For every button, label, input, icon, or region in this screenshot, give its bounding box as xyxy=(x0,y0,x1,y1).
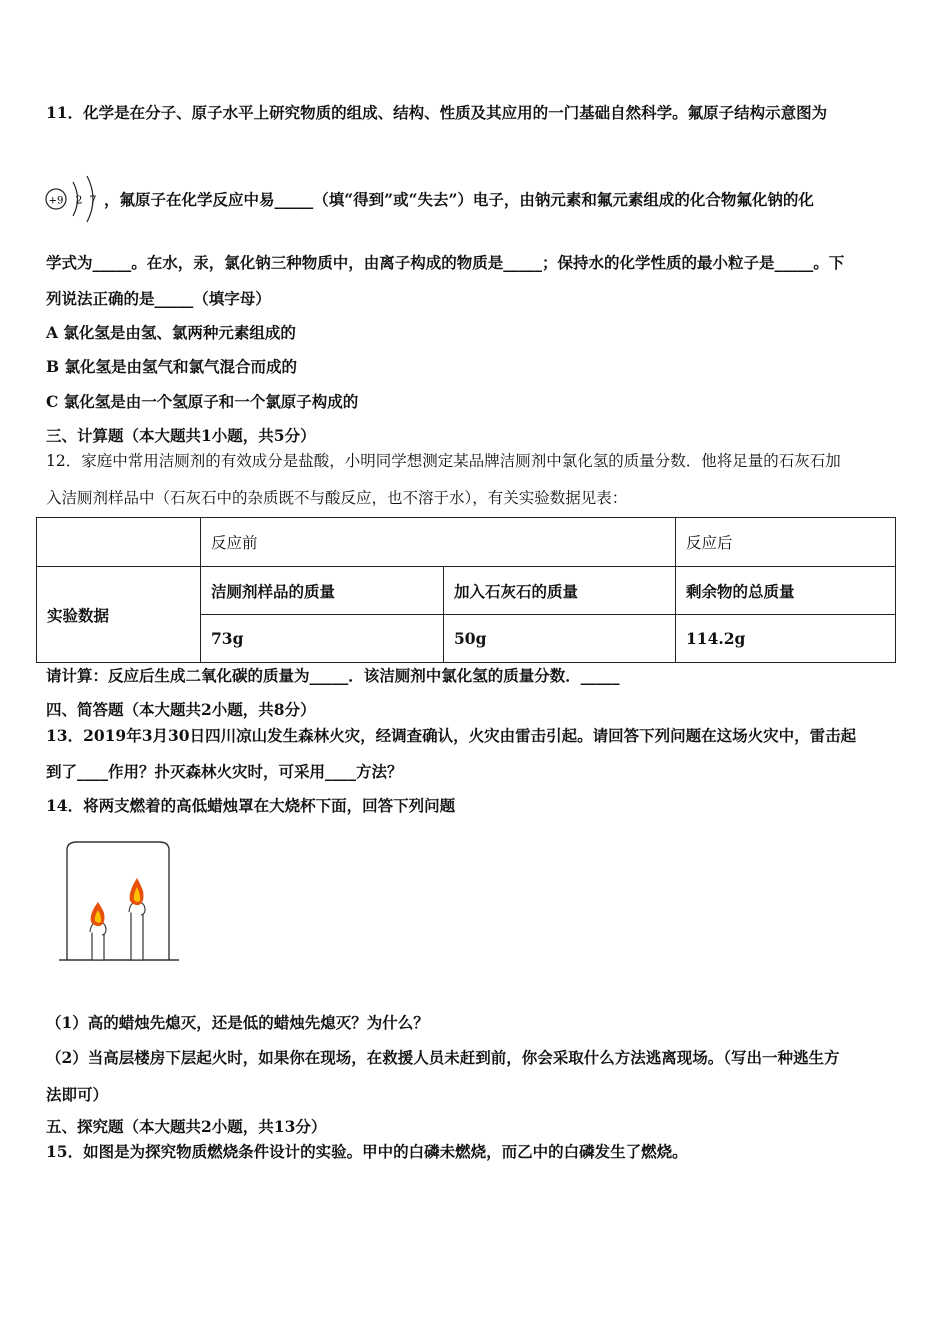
fluorine-atom-structure-diagram xyxy=(42,170,112,230)
nucleus-charge: +9 xyxy=(48,195,64,207)
q13-line1: 13．2019年3月30日四川凉山发生森林火灾，经调查确认，火灾由雷击引起。请回答下列问题在这场火灾中，雷击起 xyxy=(46,726,857,745)
q13-line2: 到了____作用？扑灭森林火灾时，可采用____方法？ xyxy=(46,762,403,781)
q11-option-b: B 氯化氢是由氢气和氯气混合而成的 xyxy=(46,357,297,376)
col-sample-mass: 洁厕剂样品的质量 xyxy=(201,567,444,615)
col-residue-mass: 剩余物的总质量 xyxy=(676,567,896,615)
q11-option-a: A 氯化氢是由氢、氯两种元素组成的 xyxy=(46,323,296,342)
q11-option-c: C 氯化氢是由一个氢原子和一个氯原子构成的 xyxy=(46,392,359,411)
shell2-electrons: 7 xyxy=(89,193,97,207)
q11-line4: 列说法正确的是_____（填字母） xyxy=(46,289,271,308)
q11-line1: 11．化学是在分子、原子水平上研究物质的组成、结构、性质及其应用的一门基础自然科学。氟原子结构示意图为 xyxy=(46,103,828,122)
q12-line1: 12．家庭中常用洁厕剂的有效成分是盐酸，小明同学想测定某品牌洁厕剂中氯化氢的质量分数．他将足量的石灰石加 xyxy=(46,452,841,470)
experiment-data-table xyxy=(36,517,896,663)
col-limestone-mass: 加入石灰石的质量 xyxy=(444,567,676,615)
header-before-reaction: 反应前 xyxy=(201,518,676,567)
q14-sub2: （2）当高层楼房下层起火时，如果你在现场，在救援人员未赶到前，你会采取什么方法逃离现场。（写出一种逃生方 xyxy=(46,1048,840,1067)
q11-line2: ，氟原子在化学反应中易_____（填“得到”或“失去”）电子，由钠元素和氟元素组成的化合物氟化钠的化 xyxy=(104,190,814,209)
section5-title: 五、探究题（本大题共2小题，共13分） xyxy=(46,1117,327,1136)
q12-line2: 入洁厕剂样品中（石灰石中的杂质既不与酸反应，也不溶于水），有关实验数据见表： xyxy=(46,489,628,507)
q15-line1: 15．如图是为探究物质燃烧条件设计的实验。甲中的白磷未燃烧，而乙中的白磷发生了燃烧。 xyxy=(46,1142,688,1161)
shell1-electrons: 2 xyxy=(75,193,83,207)
section4-title: 四、简答题（本大题共2小题，共8分） xyxy=(46,700,316,719)
value-limestone-mass: 50g xyxy=(444,615,676,663)
q12-line3: 请计算：反应后生成二氧化碳的质量为_____．该洁厕剂中氯化氢的质量分数．_____ xyxy=(46,666,620,685)
q14-sub2-continued: 法即可） xyxy=(46,1085,109,1104)
q14-sub1: （1）高的蜡烛先熄灭，还是低的蜡烛先熄灭？为什么？ xyxy=(46,1013,429,1032)
value-sample-mass: 73g xyxy=(201,615,444,663)
q11-line3: 学式为_____。在水，汞，氯化钠三种物质中，由离子构成的物质是_____；保持水的化学性质的最小粒子是_____。下 xyxy=(46,253,845,272)
header-after-reaction: 反应后 xyxy=(676,518,896,567)
row-label-experiment-data: 实验数据 xyxy=(37,567,201,663)
q14-line1: 14．将两支燃着的高低蜡烛罩在大烧杯下面，回答下列问题 xyxy=(46,796,456,815)
table-corner-cell xyxy=(37,518,201,567)
value-residue-mass: 114.2g xyxy=(676,615,896,663)
section3-title: 三、计算题（本大题共1小题，共5分） xyxy=(46,426,316,445)
candles-under-beaker-figure xyxy=(55,838,185,963)
